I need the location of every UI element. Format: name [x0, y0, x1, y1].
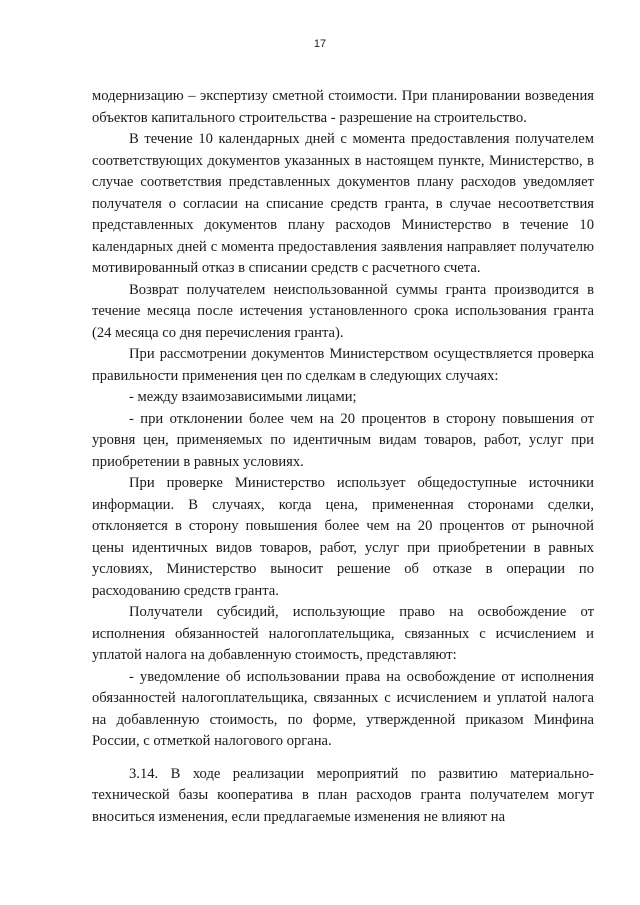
paragraph-continuation: модернизацию – экспертизу сметной стоимости. При планировании возведения объектов капитального строительства - разрешение на строительство.	[92, 88, 594, 126]
paragraph-vat-exemption: Получатели субсидий, использующие право на освобождение от исполнения обязанностей налогоплательщика, связанных с исчислением и уплатой налога на добавленную стоимость, представляют:	[92, 604, 594, 663]
document-body	[92, 86, 594, 828]
paragraph-verification-sources: При проверке Министерство использует общедоступные источники информации. В случаях, когда цена, примененная сторонами сделки, отклоняется в сторону повышения более чем на 20 процентов от рыночной цены идентичных видов товаров, работ, услуг при приобретении в равных условиях, Министерство выносит решение об отказе в операции по расходованию средств гранта.	[92, 475, 594, 599]
page-number: 17	[313, 38, 327, 50]
list-item-price-deviation: - при отклонении более чем на 20 процентов в сторону повышения от уровня цен, применяемых по идентичным видам товаров, работ, услуг при приобретении в равных условиях.	[92, 410, 594, 470]
paragraph-grant-return: Возврат получателем неиспользованной суммы гранта производится в течение месяца после истечения установленного срока использования гранта (24 месяца со дня перечисления гранта).	[92, 281, 594, 341]
paragraph-price-check: При рассмотрении документов Министерством осуществляется проверка правильности применения цен по сделкам в следующих случаях:	[92, 346, 594, 384]
paragraph-review-period: В течение 10 календарных дней с момента предоставления получателем соответствующих документов указанных в настоящем пункте, Министерство, в случае соответствия представленных документов плану расходов уведомляет получателя о согласии на списание средств гранта, в случае несоответствия представленных документов плану расходов Министерство в течение 10 календарных дней с момента предоставления заявления направляет получателю мотивированный отказ в списании средств с расчетного счета.	[92, 131, 594, 276]
list-item-vat-notification: - уведомление об использовании права на освобождение от исполнения обязанностей налогоплательщика, связанных с исчислением и уплатой налога на добавленную стоимость, по форме, утвержденной приказом Минфина России, с отметкой налогового органа.	[92, 668, 594, 749]
paragraph-section-3-14: 3.14. В ходе реализации мероприятий по развитию материально-технической базы кооператива в план расходов гранта получателем могут вноситься изменения, если предлагаемые изменения не влияют на	[92, 765, 594, 825]
list-item-related-parties: - между взаимозависимыми лицами;	[129, 389, 357, 405]
